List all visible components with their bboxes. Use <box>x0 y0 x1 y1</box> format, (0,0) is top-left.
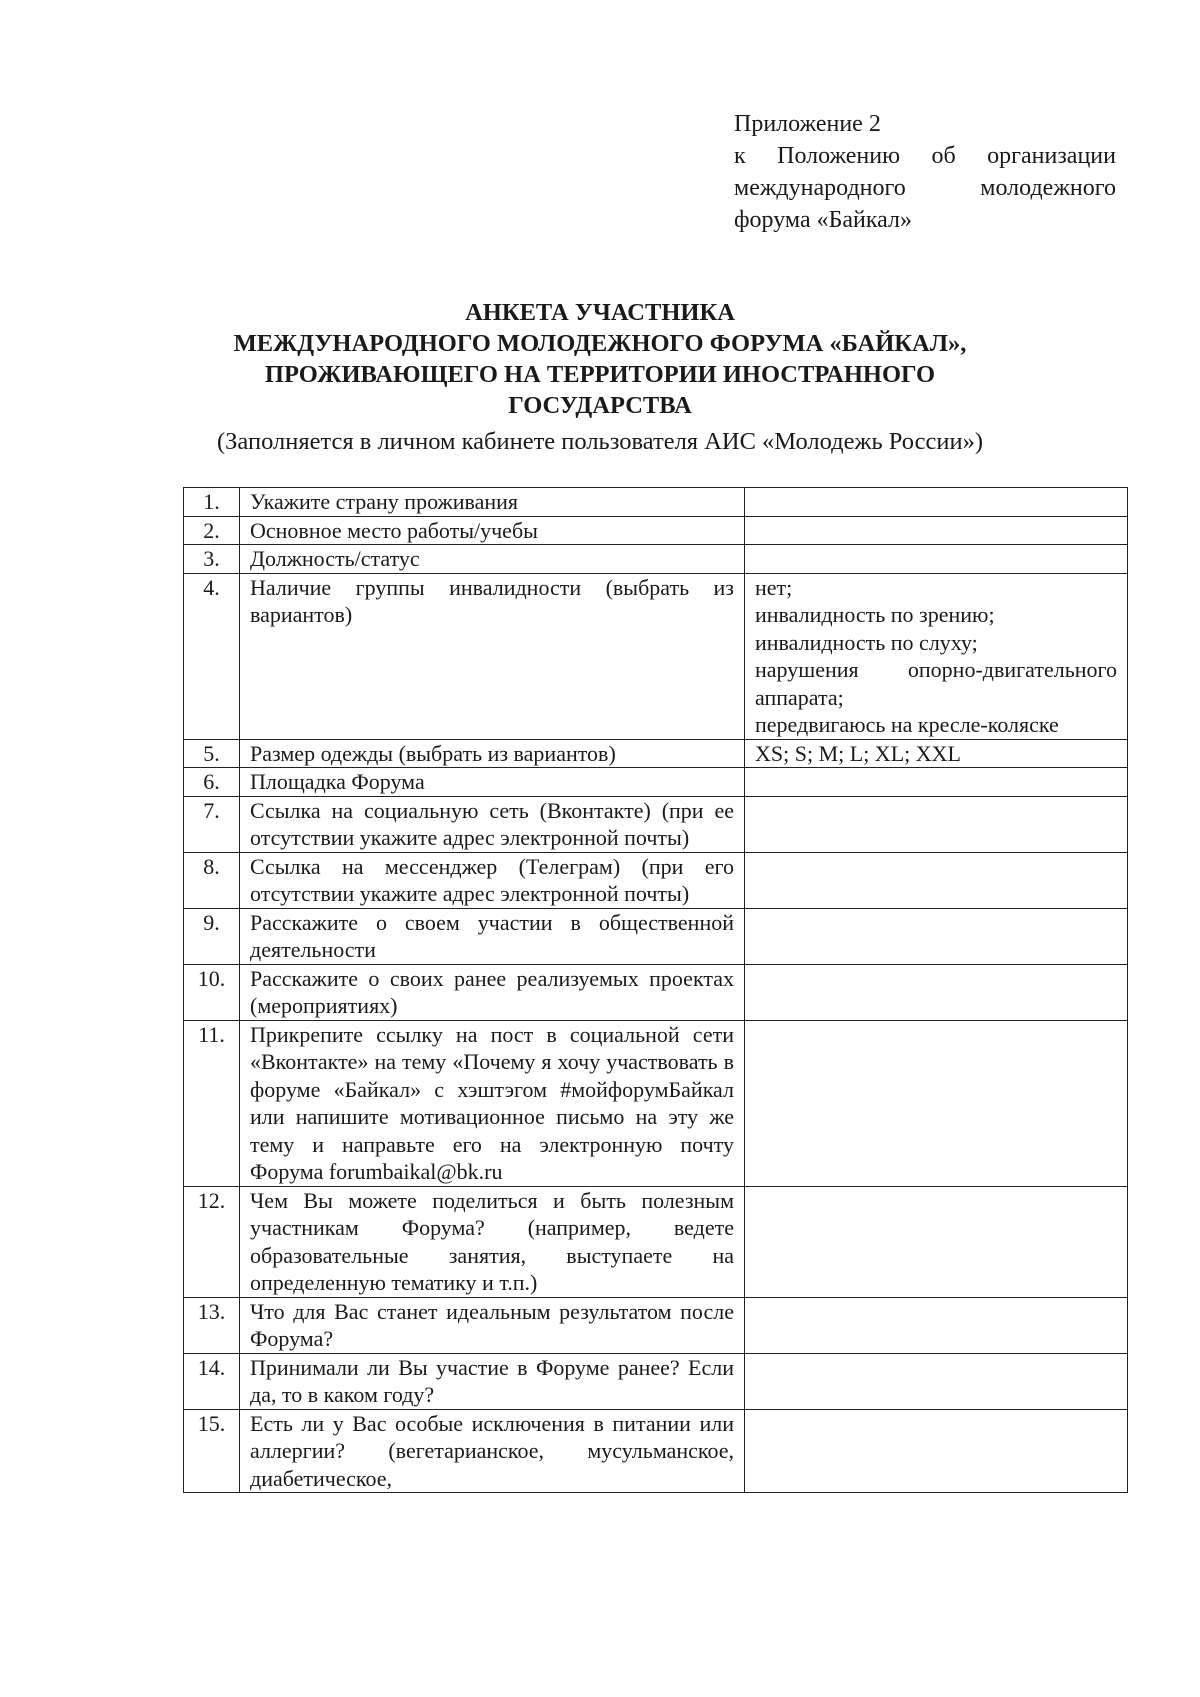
row-answer-field[interactable] <box>745 908 1128 964</box>
row-number: 15. <box>184 1409 240 1493</box>
row-number: 7. <box>184 796 240 852</box>
disability-option[interactable]: инвалидность по зрению; <box>755 602 995 627</box>
row-number: 11. <box>184 1020 240 1186</box>
row-question: Есть ли у Вас особые исключения в питании или аллергии? (вегетарианское, мусульманское, диабетическое, <box>240 1409 745 1493</box>
title-line-3: ПРОЖИВАЮЩЕГО НА ТЕРРИТОРИИ ИНОСТРАННОГО <box>264 361 936 388</box>
table-row <box>184 1297 1128 1353</box>
row-number: 14. <box>184 1353 240 1409</box>
row-answer-field[interactable] <box>745 516 1128 545</box>
row-question: Размер одежды (выбрать из вариантов) <box>240 739 745 768</box>
row-number: 1. <box>184 488 240 517</box>
row-question: Чем Вы можете поделиться и быть полезным участникам Форума? (например, ведете образовательные занятия, выступаете на определенную тематику и т.п.) <box>240 1186 745 1297</box>
title-line-1: АНКЕТА УЧАСТНИКА <box>465 299 735 326</box>
title-line-4: ГОСУДАРСТВА <box>508 392 692 419</box>
row-question: Принимали ли Вы участие в Форуме ранее? Если да, то в каком году? <box>240 1353 745 1409</box>
row-question: Ссылка на мессенджер (Телеграм) (при его отсутствии укажите адрес электронной почты) <box>240 852 745 908</box>
appendix-line-1: Приложение 2 <box>734 111 881 137</box>
row-answer-field[interactable] <box>745 768 1128 797</box>
disability-option[interactable]: передвигаюсь на кресле-коляске <box>755 712 1059 737</box>
row-number: 3. <box>184 545 240 574</box>
table-row <box>184 796 1128 852</box>
disability-option[interactable]: нет; <box>755 574 793 600</box>
questionnaire-table <box>183 487 1128 1493</box>
table-row <box>184 1020 1128 1186</box>
row-question: Что для Вас станет идеальным результатом после Форума? <box>240 1297 745 1353</box>
row-answer-field[interactable] <box>745 1020 1128 1186</box>
row-number: 2. <box>184 516 240 545</box>
row-answer-field[interactable] <box>745 852 1128 908</box>
row-answer-field[interactable] <box>745 1186 1128 1297</box>
table-row <box>184 908 1128 964</box>
row-answer-field[interactable] <box>745 1297 1128 1353</box>
appendix-line-3: международного молодежного <box>734 175 1116 201</box>
row-number: 5. <box>184 739 240 768</box>
disability-option[interactable]: аппарата; <box>755 684 844 710</box>
row-question: Основное место работы/учебы <box>240 516 745 545</box>
table-row <box>184 488 1128 517</box>
appendix-line-2: к Положению об организации <box>734 143 1116 169</box>
row-question: Расскажите о своих ранее реализуемых проектах (мероприятиях) <box>240 964 745 1020</box>
row-question: Ссылка на социальную сеть (Вконтакте) (при ее отсутствии укажите адрес электронной почты) <box>240 796 745 852</box>
row-answer-field[interactable] <box>745 796 1128 852</box>
row-question: Площадка Форума <box>240 768 745 797</box>
table-row <box>184 852 1128 908</box>
document-subtitle: (Заполняется в личном кабинете пользователя АИС «Молодежь России») <box>216 428 984 455</box>
row-answer-field[interactable] <box>745 488 1128 517</box>
disability-options[interactable] <box>745 573 1128 739</box>
title-line-2: МЕЖДУНАРОДНОГО МОЛОДЕЖНОГО ФОРУМА «БАЙКАЛ», <box>233 330 967 357</box>
table-row <box>184 739 1128 768</box>
table-row <box>184 516 1128 545</box>
row-question: Прикрепите ссылку на пост в социальной сети «Вконтакте» на тему «Почему я хочу участвовать в форуме «Байкал» с хэштэгом #мойфорумБайкал или напишите мотивационное письмо на эту же тему и направьте его на электронную почту Форума forumbaikal@bk.ru <box>240 1020 745 1186</box>
row-number: 8. <box>184 852 240 908</box>
row-number: 10. <box>184 964 240 1020</box>
table-row <box>184 1186 1128 1297</box>
table-row <box>184 964 1128 1020</box>
disability-option[interactable]: нарушения опорно-двигательного <box>755 657 1117 682</box>
row-number: 13. <box>184 1297 240 1353</box>
clothing-size-options[interactable]: XS; S; M; L; XL; XXL <box>745 739 1128 768</box>
row-question: Укажите страну проживания <box>240 488 745 517</box>
row-question: Должность/статус <box>240 545 745 574</box>
row-answer-field[interactable] <box>745 545 1128 574</box>
row-answer-field[interactable] <box>745 1353 1128 1409</box>
table-row <box>184 545 1128 574</box>
row-question: Расскажите о своем участии в общественной деятельности <box>240 908 745 964</box>
row-answer-field[interactable] <box>745 1409 1128 1493</box>
document-title <box>130 297 1070 421</box>
table-row <box>184 1353 1128 1409</box>
row-question: Наличие группы инвалидности (выбрать из вариантов) <box>240 573 745 739</box>
row-number: 4. <box>184 573 240 739</box>
row-answer-field[interactable] <box>745 964 1128 1020</box>
row-number: 9. <box>184 908 240 964</box>
appendix-header <box>734 108 1116 236</box>
table-row <box>184 768 1128 797</box>
disability-option[interactable]: инвалидность по слуху; <box>755 629 978 655</box>
appendix-line-4: форума «Байкал» <box>734 207 913 233</box>
table-row <box>184 1409 1128 1493</box>
row-number: 12. <box>184 1186 240 1297</box>
row-number: 6. <box>184 768 240 797</box>
table-row <box>184 573 1128 739</box>
